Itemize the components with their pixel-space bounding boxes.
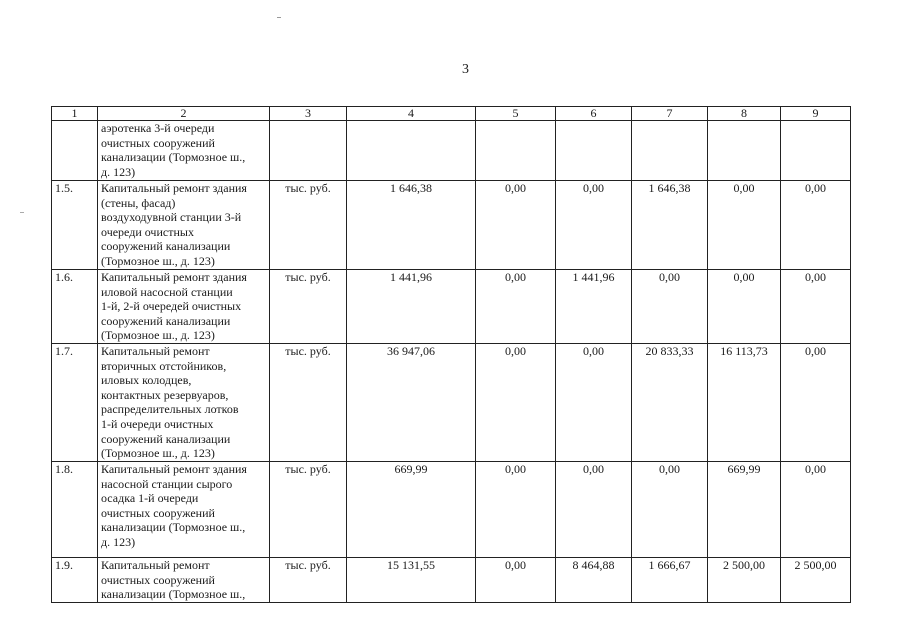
- column-header: 1: [52, 107, 98, 121]
- description-line: вторичных отстойников,: [101, 358, 227, 373]
- value-cell: 0,00: [556, 462, 632, 558]
- row-number: 1.9.: [52, 558, 98, 603]
- row-unit: тыс. руб.: [270, 344, 347, 462]
- column-header: 5: [476, 107, 556, 121]
- value-cell: 36 947,06: [347, 344, 476, 462]
- row-number: [52, 121, 98, 181]
- table-row: [52, 181, 851, 270]
- table-row: [52, 462, 851, 558]
- description-line: сооружений канализации: [101, 239, 231, 254]
- row-description: [98, 121, 270, 181]
- column-header: 8: [708, 107, 781, 121]
- value-cell: 0,00: [476, 270, 556, 344]
- description-line: Капитальный ремонт здания: [101, 181, 247, 195]
- value-cell: 8 464,88: [556, 558, 632, 603]
- value-cell: 0,00: [781, 344, 851, 462]
- row-description: [98, 181, 270, 270]
- value-cell: 20 833,33: [632, 344, 708, 462]
- row-number: 1.8.: [52, 462, 98, 558]
- description-line: насосной станции сырого: [101, 476, 233, 491]
- value-cell: 1 666,67: [632, 558, 708, 603]
- description-line: аэротенка 3-й очереди: [101, 121, 215, 135]
- value-cell: 0,00: [632, 462, 708, 558]
- row-description: [98, 344, 270, 462]
- description-line: иловых колодцев,: [101, 373, 192, 388]
- value-cell: 0,00: [476, 181, 556, 270]
- row-unit: [270, 121, 347, 181]
- value-cell: 0,00: [708, 181, 781, 270]
- value-cell: 0,00: [476, 462, 556, 558]
- description-line: очистных сооружений: [101, 572, 215, 587]
- value-cell: 0,00: [781, 270, 851, 344]
- description-line: очереди очистных: [101, 224, 194, 239]
- description-line: д. 123): [101, 164, 136, 179]
- description-line: 1-й очереди очистных: [101, 416, 214, 431]
- value-cell: 669,99: [347, 462, 476, 558]
- value-cell: 0,00: [556, 181, 632, 270]
- description-line: воздуходувной станции 3-й: [101, 210, 242, 225]
- description-line: Капитальный ремонт здания: [101, 462, 247, 476]
- value-cell: [476, 121, 556, 181]
- description-line: очистных сооружений: [101, 135, 215, 150]
- row-number: 1.7.: [52, 344, 98, 462]
- value-cell: [556, 121, 632, 181]
- description-line: Капитальный ремонт здания: [101, 270, 247, 284]
- column-header: 3: [270, 107, 347, 121]
- value-cell: 0,00: [476, 558, 556, 603]
- table-row: [52, 121, 851, 181]
- description-line: (Тормозное ш., д. 123): [101, 446, 215, 461]
- description-line: осадка 1-й очереди: [101, 491, 199, 506]
- column-header: 6: [556, 107, 632, 121]
- value-cell: 669,99: [708, 462, 781, 558]
- page-number: 3: [462, 62, 469, 77]
- description-line: 1-й, 2-й очередей очистных: [101, 299, 242, 314]
- row-unit: тыс. руб.: [270, 558, 347, 603]
- row-unit: тыс. руб.: [270, 270, 347, 344]
- description-line: Капитальный ремонт: [101, 344, 210, 358]
- description-line: д. 123): [101, 534, 136, 549]
- description-line: иловой насосной станции: [101, 284, 233, 299]
- value-cell: 2 500,00: [708, 558, 781, 603]
- row-description: [98, 270, 270, 344]
- value-cell: 0,00: [632, 270, 708, 344]
- column-header: 7: [632, 107, 708, 121]
- value-cell: 1 441,96: [556, 270, 632, 344]
- value-cell: [708, 121, 781, 181]
- column-header: 9: [781, 107, 851, 121]
- table-row: [52, 558, 851, 603]
- column-header: 2: [98, 107, 270, 121]
- row-description: [98, 558, 270, 603]
- budget-table: [51, 106, 851, 603]
- value-cell: 0,00: [708, 270, 781, 344]
- table-row: [52, 270, 851, 344]
- header-row: [52, 107, 851, 121]
- table-row: [52, 344, 851, 462]
- value-cell: 2 500,00: [781, 558, 851, 603]
- value-cell: 1 646,38: [632, 181, 708, 270]
- row-unit: тыс. руб.: [270, 181, 347, 270]
- description-line: канализации (Тормозное ш.,: [101, 150, 246, 165]
- value-cell: 0,00: [781, 462, 851, 558]
- description-line: сооружений канализации: [101, 313, 231, 328]
- row-number: 1.5.: [52, 181, 98, 270]
- description-line: сооружений канализации: [101, 431, 231, 446]
- description-line: Капитальный ремонт: [101, 558, 210, 572]
- row-unit: тыс. руб.: [270, 462, 347, 558]
- column-header: 4: [347, 107, 476, 121]
- description-line: канализации (Тормозное ш.,: [101, 520, 246, 535]
- row-number: 1.6.: [52, 270, 98, 344]
- description-line: контактных резервуаров,: [101, 387, 229, 402]
- scan-speck: [277, 17, 281, 18]
- row-description: [98, 462, 270, 558]
- value-cell: 1 646,38: [347, 181, 476, 270]
- margin-speck: [20, 212, 24, 213]
- description-line: (Тормозное ш., д. 123): [101, 253, 215, 268]
- description-line: распределительных лотков: [101, 402, 239, 417]
- value-cell: 15 131,55: [347, 558, 476, 603]
- description-line: (Тормозное ш., д. 123): [101, 328, 215, 343]
- description-line: канализации (Тормозное ш.,: [101, 587, 246, 602]
- description-line: очистных сооружений: [101, 505, 215, 520]
- value-cell: [347, 121, 476, 181]
- value-cell: [781, 121, 851, 181]
- value-cell: 0,00: [781, 181, 851, 270]
- value-cell: 0,00: [476, 344, 556, 462]
- value-cell: 16 113,73: [708, 344, 781, 462]
- value-cell: 1 441,96: [347, 270, 476, 344]
- description-line: (стены, фасад): [101, 195, 176, 210]
- value-cell: 0,00: [556, 344, 632, 462]
- value-cell: [632, 121, 708, 181]
